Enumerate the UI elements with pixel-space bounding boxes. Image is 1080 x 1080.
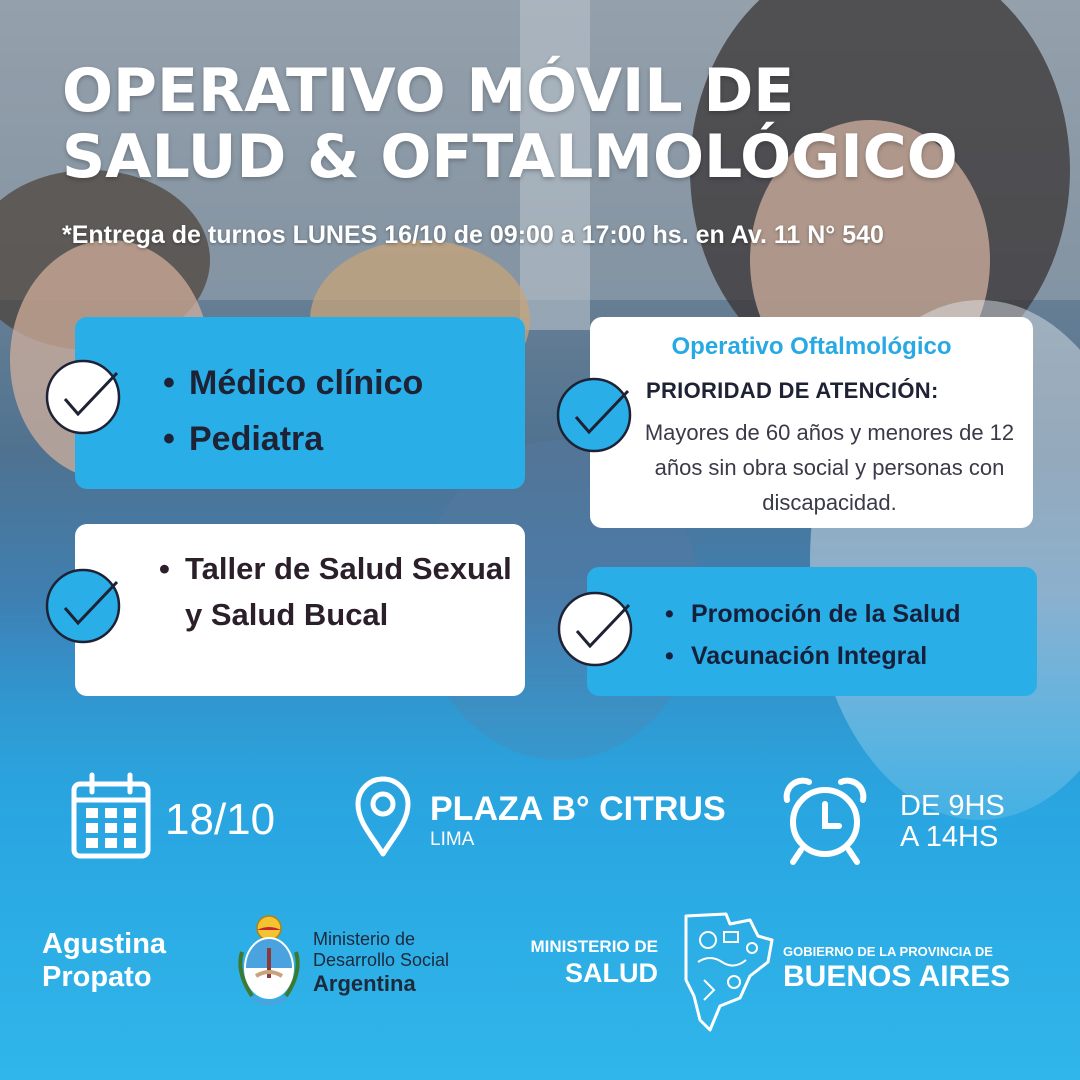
event-city: LIMA — [430, 829, 475, 850]
list-item: • Pediatra — [163, 411, 423, 467]
priority-heading: PRIORIDAD DE ATENCIÓN: — [646, 378, 939, 403]
gobierno-buenos-aires-logo — [783, 944, 1010, 994]
logo-line-2: BUENOS AIRES — [783, 960, 1011, 993]
event-date: 18/10 — [165, 795, 276, 844]
event-place: PLAZA B° CITRUS — [430, 790, 726, 828]
ophthalmology-heading: Operativo Oftalmológico — [671, 333, 952, 360]
title-line-2: SALUD & OFTALMOLÓGICO — [62, 122, 958, 192]
event-time-line-1: DE 9HS — [900, 790, 1005, 822]
check-icon — [556, 377, 632, 453]
logo-line-3: Argentina — [313, 971, 416, 996]
list-item: • Promoción de la Salud — [665, 593, 961, 635]
workshop-list — [159, 546, 525, 638]
check-icon — [45, 359, 121, 435]
ophthalmology-card — [590, 317, 1033, 528]
logo-line-1: Ministerio de — [313, 929, 416, 949]
list-item: • Taller de Salud Sexual y Salud Bucal — [159, 546, 525, 638]
buenos-aires-map-icon — [680, 910, 776, 1040]
alarm-clock-icon — [777, 774, 873, 866]
promotion-card — [587, 567, 1037, 696]
ministerio-salud-logo — [506, 937, 658, 989]
promotion-list — [665, 593, 961, 677]
logo-line-1: Agustina — [42, 928, 167, 960]
logo-line-2: Propato — [42, 961, 152, 993]
national-coat-of-arms-icon — [234, 912, 304, 1012]
logo-line-1: MINISTERIO DE — [530, 937, 658, 956]
services-card — [75, 317, 525, 489]
check-icon — [557, 591, 633, 667]
title-line-1: OPERATIVO MÓVIL DE — [62, 56, 795, 126]
ministerio-desarrollo-social-logo — [313, 929, 449, 997]
logo-line-1: GOBIERNO DE LA PROVINCIA DE — [783, 944, 993, 959]
poster-title — [62, 58, 958, 190]
agustina-propato-logo — [42, 928, 166, 994]
list-item: • Médico clínico — [163, 355, 423, 411]
workshop-card — [75, 524, 525, 696]
event-time — [900, 791, 1005, 853]
appointments-note: *Entrega de turnos LUNES 16/10 de 09:00 a 17:00 hs. en Av. 11 N° 540 — [62, 221, 884, 249]
location-pin-icon — [354, 776, 412, 858]
event-time-line-2: A 14HS — [900, 821, 999, 853]
check-icon — [45, 568, 121, 644]
services-list — [163, 355, 423, 467]
logo-line-2: Desarrollo Social — [313, 950, 450, 970]
list-item: • Vacunación Integral — [665, 635, 961, 677]
calendar-icon — [70, 772, 152, 860]
priority-description: Mayores de 60 años y menores de 12 años sin obra social y personas con discapacidad. — [644, 420, 1015, 515]
logo-line-2: SALUD — [565, 958, 658, 988]
